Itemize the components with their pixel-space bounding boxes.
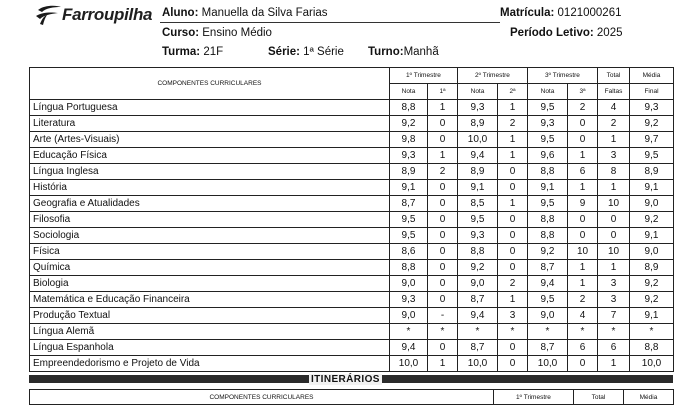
f2-cell: 1 bbox=[498, 148, 528, 164]
total-cell: 7 bbox=[598, 308, 630, 324]
f2-cell: 0 bbox=[498, 228, 528, 244]
serie-label: Série: bbox=[268, 46, 300, 58]
f2-cell: 1 bbox=[498, 196, 528, 212]
table-header-row-1 bbox=[30, 68, 674, 84]
f3-cell: 6 bbox=[568, 164, 598, 180]
n2-cell: 10,0 bbox=[458, 356, 498, 372]
f1-cell: 0 bbox=[428, 212, 458, 228]
n2-cell: * bbox=[458, 324, 498, 340]
f1-cell: 0 bbox=[428, 292, 458, 308]
f1-cell: - bbox=[428, 308, 458, 324]
n1-cell: 10,0 bbox=[390, 356, 428, 372]
nota1-header: Nota bbox=[390, 84, 428, 100]
f3-cell: 0 bbox=[568, 356, 598, 372]
n3-cell: 9,2 bbox=[528, 244, 568, 260]
tri1-header: 1º Trimestre bbox=[390, 68, 458, 84]
n3-cell: 9,5 bbox=[528, 132, 568, 148]
subject-cell: Língua Alemã bbox=[30, 324, 390, 340]
table-row bbox=[30, 324, 674, 340]
n2-cell: 8,7 bbox=[458, 292, 498, 308]
media-header: Média bbox=[630, 68, 674, 84]
total-cell: 1 bbox=[598, 180, 630, 196]
n1-cell: 8,8 bbox=[390, 260, 428, 276]
n2-cell: 9,0 bbox=[458, 276, 498, 292]
n3-cell: 9,0 bbox=[528, 308, 568, 324]
f3-cell: 2 bbox=[568, 100, 598, 116]
total-cell: 3 bbox=[598, 276, 630, 292]
n1-cell: 8,9 bbox=[390, 164, 428, 180]
grades-table bbox=[29, 67, 674, 372]
f3-cell: 1 bbox=[568, 148, 598, 164]
total-cell: 6 bbox=[598, 340, 630, 356]
periodo-label: Período Letivo: bbox=[510, 27, 594, 39]
total-cell: 1 bbox=[598, 260, 630, 276]
aluno-value: Manuella da Silva Farias bbox=[201, 7, 328, 19]
f2-cell: 1 bbox=[498, 292, 528, 308]
table-row bbox=[30, 148, 674, 164]
f3-cell: 1 bbox=[568, 276, 598, 292]
f3-cell: 1 bbox=[568, 180, 598, 196]
n1-cell: 9,5 bbox=[390, 212, 428, 228]
subject-cell: Língua Portuguesa bbox=[30, 100, 390, 116]
f2-cell: 0 bbox=[498, 260, 528, 276]
n1-cell: 8,6 bbox=[390, 244, 428, 260]
total-cell: * bbox=[598, 324, 630, 340]
f2-cell: * bbox=[498, 324, 528, 340]
itinerarios-table bbox=[29, 389, 674, 405]
subject-cell: Sociologia bbox=[30, 228, 390, 244]
curso-value: Ensino Médio bbox=[202, 27, 272, 39]
logo-text: Farroupilha bbox=[62, 5, 153, 24]
media-cell: 9,0 bbox=[630, 244, 674, 260]
falta2-header: 2ª bbox=[498, 84, 528, 100]
f2-cell: 0 bbox=[498, 356, 528, 372]
nota2-header: Nota bbox=[458, 84, 498, 100]
matricula-label: Matrícula: bbox=[500, 7, 555, 19]
f2-cell: 0 bbox=[498, 340, 528, 356]
n3-cell: 8,8 bbox=[528, 228, 568, 244]
subject-cell: Produção Textual bbox=[30, 308, 390, 324]
total-cell: 3 bbox=[598, 148, 630, 164]
periodo-row bbox=[510, 27, 623, 39]
n2-cell: 9,3 bbox=[458, 228, 498, 244]
f3-cell: 0 bbox=[568, 212, 598, 228]
table-row bbox=[30, 244, 674, 260]
total-cell: 2 bbox=[598, 116, 630, 132]
f3-cell: * bbox=[568, 324, 598, 340]
n1-cell: 9,0 bbox=[390, 308, 428, 324]
n2-cell: 9,4 bbox=[458, 308, 498, 324]
subject-cell: Química bbox=[30, 260, 390, 276]
subject-cell: Biologia bbox=[30, 276, 390, 292]
n1-cell: 9,2 bbox=[390, 116, 428, 132]
subject-cell: Geografia e Atualidades bbox=[30, 196, 390, 212]
subject-cell: Filosofia bbox=[30, 212, 390, 228]
f3-cell: 1 bbox=[568, 260, 598, 276]
f3-cell: 0 bbox=[568, 228, 598, 244]
n2-cell: 8,9 bbox=[458, 164, 498, 180]
itinerarios-header-row bbox=[30, 390, 674, 405]
f2-cell: 0 bbox=[498, 164, 528, 180]
n3-cell: 9,6 bbox=[528, 148, 568, 164]
total-cell: 0 bbox=[598, 212, 630, 228]
n2-cell: 9,4 bbox=[458, 148, 498, 164]
n1-cell: 9,4 bbox=[390, 340, 428, 356]
subject-cell: Literatura bbox=[30, 116, 390, 132]
table-row bbox=[30, 164, 674, 180]
table-row bbox=[30, 308, 674, 324]
table-row bbox=[30, 292, 674, 308]
media-cell: 9,2 bbox=[630, 116, 674, 132]
total-cell: 1 bbox=[598, 132, 630, 148]
turno-label: Turno: bbox=[368, 46, 404, 58]
serie-value: 1ª Série bbox=[303, 46, 344, 58]
f1-cell: 0 bbox=[428, 228, 458, 244]
serie-row bbox=[268, 46, 344, 58]
tri3-header: 3º Trimestre bbox=[528, 68, 598, 84]
f1-cell: 0 bbox=[428, 340, 458, 356]
n1-cell: 8,7 bbox=[390, 196, 428, 212]
f2-cell: 1 bbox=[498, 132, 528, 148]
n2-cell: 9,1 bbox=[458, 180, 498, 196]
media-cell: 9,5 bbox=[630, 148, 674, 164]
table-row bbox=[30, 260, 674, 276]
media-cell: 10,0 bbox=[630, 356, 674, 372]
tri2-header: 2º Trimestre bbox=[458, 68, 528, 84]
media-cell: 9,2 bbox=[630, 292, 674, 308]
n1-cell: 8,8 bbox=[390, 100, 428, 116]
matricula-value: 0121000261 bbox=[557, 7, 622, 19]
media-cell: 8,8 bbox=[630, 340, 674, 356]
subject-cell: Matemática e Educação Financeira bbox=[30, 292, 390, 308]
school-logo bbox=[34, 4, 154, 26]
turma-row bbox=[162, 46, 223, 58]
n3-cell: 10,0 bbox=[528, 356, 568, 372]
table-row bbox=[30, 116, 674, 132]
faltas-header: Faltas bbox=[598, 84, 630, 100]
itin-media-header: Média bbox=[624, 390, 674, 405]
f2-cell: 0 bbox=[498, 180, 528, 196]
table-row bbox=[30, 212, 674, 228]
n3-cell: 9,5 bbox=[528, 196, 568, 212]
logo-swoosh-icon bbox=[34, 4, 62, 26]
total-cell: 10 bbox=[598, 244, 630, 260]
subject-cell: História bbox=[30, 180, 390, 196]
subject-cell: Educação Física bbox=[30, 148, 390, 164]
f2-cell: 3 bbox=[498, 308, 528, 324]
f2-cell: 0 bbox=[498, 244, 528, 260]
matricula-row bbox=[500, 7, 622, 19]
f2-cell: 0 bbox=[498, 212, 528, 228]
components-header: COMPONENTES CURRICULARES bbox=[30, 68, 390, 100]
f2-cell: 1 bbox=[498, 100, 528, 116]
curso-row bbox=[162, 27, 272, 39]
periodo-value: 2025 bbox=[596, 27, 623, 39]
subject-cell: Física bbox=[30, 244, 390, 260]
n3-cell: 9,5 bbox=[528, 292, 568, 308]
table-row bbox=[30, 276, 674, 292]
f2-cell: 2 bbox=[498, 276, 528, 292]
n3-cell: * bbox=[528, 324, 568, 340]
media-cell: 9,3 bbox=[630, 100, 674, 116]
media-cell: 9,1 bbox=[630, 228, 674, 244]
curso-label: Curso: bbox=[162, 27, 200, 39]
f1-cell: 0 bbox=[428, 116, 458, 132]
table-row bbox=[30, 132, 674, 148]
media-cell: 8,9 bbox=[630, 260, 674, 276]
n2-cell: 8,5 bbox=[458, 196, 498, 212]
aluno-label: Aluno: bbox=[162, 7, 199, 19]
table-row bbox=[30, 100, 674, 116]
n2-cell: 9,5 bbox=[458, 212, 498, 228]
f3-cell: 0 bbox=[568, 116, 598, 132]
f1-cell: 0 bbox=[428, 260, 458, 276]
n2-cell: 9,3 bbox=[458, 100, 498, 116]
f1-cell: 2 bbox=[428, 164, 458, 180]
turno-row bbox=[368, 46, 439, 58]
f1-cell: 1 bbox=[428, 356, 458, 372]
f1-cell: 0 bbox=[428, 132, 458, 148]
f1-cell: 0 bbox=[428, 180, 458, 196]
table-row bbox=[30, 340, 674, 356]
turno-value: Manhã bbox=[403, 46, 439, 58]
f3-cell: 9 bbox=[568, 196, 598, 212]
media-cell: 9,2 bbox=[630, 276, 674, 292]
itin-tri1-header: 1º Trimestre bbox=[494, 390, 574, 405]
f3-cell: 0 bbox=[568, 132, 598, 148]
media-cell: 9,1 bbox=[630, 180, 674, 196]
header-divider bbox=[160, 22, 500, 23]
media-cell: 9,7 bbox=[630, 132, 674, 148]
n1-cell: 9,5 bbox=[390, 228, 428, 244]
subject-cell: Língua Inglesa bbox=[30, 164, 390, 180]
itin-components-header: COMPONENTES CURRICULARES bbox=[30, 390, 494, 405]
table-row bbox=[30, 180, 674, 196]
f1-cell: * bbox=[428, 324, 458, 340]
falta1-header: 1ª bbox=[428, 84, 458, 100]
subject-cell: Arte (Artes-Visuais) bbox=[30, 132, 390, 148]
table-row bbox=[30, 356, 674, 372]
media-cell: 9,1 bbox=[630, 308, 674, 324]
n3-cell: 8,7 bbox=[528, 340, 568, 356]
falta3-header: 3ª bbox=[568, 84, 598, 100]
subject-cell: Língua Espanhola bbox=[30, 340, 390, 356]
f3-cell: 2 bbox=[568, 292, 598, 308]
n1-cell: 9,0 bbox=[390, 276, 428, 292]
nota3-header: Nota bbox=[528, 84, 568, 100]
f1-cell: 1 bbox=[428, 148, 458, 164]
media-cell: 9,2 bbox=[630, 212, 674, 228]
n1-cell: 9,1 bbox=[390, 180, 428, 196]
total-cell: 4 bbox=[598, 100, 630, 116]
f1-cell: 0 bbox=[428, 276, 458, 292]
n1-cell: 9,3 bbox=[390, 292, 428, 308]
n1-cell: * bbox=[390, 324, 428, 340]
f3-cell: 6 bbox=[568, 340, 598, 356]
media-cell: 8,9 bbox=[630, 164, 674, 180]
f3-cell: 4 bbox=[568, 308, 598, 324]
turma-label: Turma: bbox=[162, 46, 201, 58]
n1-cell: 9,8 bbox=[390, 132, 428, 148]
total-cell: 0 bbox=[598, 228, 630, 244]
f1-cell: 1 bbox=[428, 100, 458, 116]
n3-cell: 8,8 bbox=[528, 212, 568, 228]
f1-cell: 0 bbox=[428, 196, 458, 212]
n3-cell: 8,7 bbox=[528, 260, 568, 276]
n3-cell: 9,1 bbox=[528, 180, 568, 196]
n2-cell: 9,2 bbox=[458, 260, 498, 276]
f3-cell: 10 bbox=[568, 244, 598, 260]
student-name-row bbox=[162, 7, 328, 19]
table-row bbox=[30, 196, 674, 212]
total-cell: 3 bbox=[598, 292, 630, 308]
media-cell: * bbox=[630, 324, 674, 340]
n3-cell: 9,5 bbox=[528, 100, 568, 116]
f2-cell: 2 bbox=[498, 116, 528, 132]
turma-value: 21F bbox=[203, 46, 224, 58]
total-cell: 8 bbox=[598, 164, 630, 180]
n3-cell: 8,8 bbox=[528, 164, 568, 180]
f1-cell: 0 bbox=[428, 244, 458, 260]
n1-cell: 9,3 bbox=[390, 148, 428, 164]
itin-total-header: Total bbox=[574, 390, 624, 405]
n2-cell: 10,0 bbox=[458, 132, 498, 148]
table-row bbox=[30, 228, 674, 244]
total-cell: 10 bbox=[598, 196, 630, 212]
itinerarios-title: ITINERÁRIOS bbox=[311, 374, 380, 385]
n2-cell: 8,8 bbox=[458, 244, 498, 260]
n2-cell: 8,7 bbox=[458, 340, 498, 356]
n3-cell: 9,4 bbox=[528, 276, 568, 292]
media-cell: 9,0 bbox=[630, 196, 674, 212]
total-header: Total bbox=[598, 68, 630, 84]
n3-cell: 9,3 bbox=[528, 116, 568, 132]
subject-cell: Empreendedorismo e Projeto de Vida bbox=[30, 356, 390, 372]
n2-cell: 8,9 bbox=[458, 116, 498, 132]
total-cell: 1 bbox=[598, 356, 630, 372]
final-header: Final bbox=[630, 84, 674, 100]
